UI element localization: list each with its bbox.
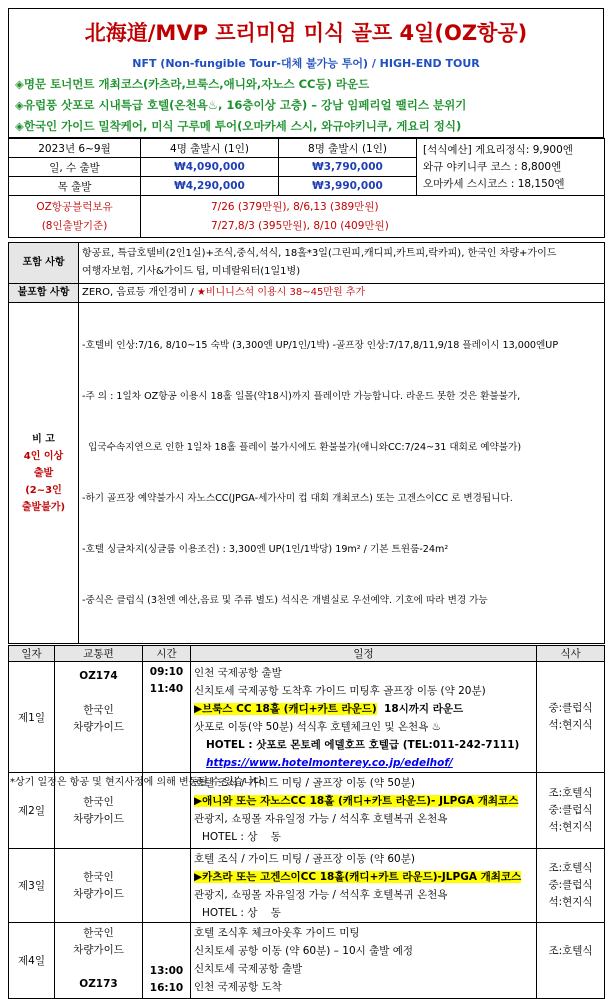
- day-times: [143, 849, 191, 923]
- notes-text: [79, 303, 605, 644]
- hotel-link[interactable]: https://www.hotelmonterey.co.jp/edelhof/: [206, 757, 453, 769]
- meal: 중:클럽식: [548, 702, 593, 714]
- schedule-line: [194, 868, 533, 886]
- hotel-link-row: [194, 754, 533, 772]
- hdr-schedule: 일정: [191, 646, 537, 662]
- meal: 석:현지식: [548, 821, 593, 833]
- schedule-line: 관광지, 쇼핑몰 자유일정 가능 / 석식후 호텔복귀 온천욕: [194, 813, 448, 825]
- meal-2: 와규 야키니쿠 코스 : 8,800엔: [423, 160, 562, 173]
- guide-line-1: 한국인: [83, 795, 114, 808]
- schedule-line: 호텔 조식 / 가이드 미팅 / 골프장 이동 (약 60분): [194, 853, 415, 865]
- note-line: -하기 골프장 예약불가시 자노스CC(JPGA-세가사미 컵 대회 개최코스) 또는 고겐스이CC 로 변경됩니다.: [82, 493, 513, 504]
- price-4pax: ₩4,090,000: [141, 158, 279, 177]
- notes-red-2: 출발: [33, 467, 54, 479]
- meal: 석:현지식: [548, 719, 593, 731]
- schedule-line: 관광지, 쇼핑몰 자유일정 가능 / 석식후 호텔복귀 온천욕: [194, 889, 448, 901]
- note-line: 입국수속지연으로 인한 1일차 18홀 플레이 불가시에도 환불불가(애니와CC:7/24~31 대회로 예약불가): [82, 442, 522, 453]
- meal: 조:호텔식: [548, 787, 593, 799]
- oz-block-label: [9, 196, 141, 238]
- meal: 조:호텔식: [548, 945, 593, 957]
- day-label: 제1일: [9, 662, 55, 773]
- page-title: 北海道/MVP 프리미엄 미식 골프 4일(OZ항공): [84, 21, 528, 45]
- hotel-info: HOTEL : 상 동: [202, 907, 281, 919]
- schedule-line: [194, 700, 533, 718]
- time: 11:40: [149, 683, 184, 695]
- time: 09:10: [149, 666, 184, 678]
- subtitle: NFT (Non-fungible Tour-대체 불가능 투어) / HIGH-END TOUR: [132, 57, 480, 70]
- guide-line-2: 차량가이드: [73, 944, 124, 956]
- note-line: -호텔 싱글차지(싱글룸 이용조건) : 3,300엔 UP(1인/1박당) 19m² / 기본 트윈룸-24m²: [82, 544, 449, 555]
- note-line: -호텔비 인상:7/16, 8/10~15 숙박 (3,300엔 UP/1인/1박) -골프장 인상:7/17,8/11,9/18 플레이시 13,000엔UP: [82, 340, 559, 351]
- hdr-day: 일자: [9, 646, 55, 662]
- bullet-2: ◈유럽풍 삿포로 시내특급 호텔(온천욕♨, 16층이상 고층) – 강남 임페리얼 팰리스 분위기: [15, 98, 467, 112]
- meal: 중:클럽식: [548, 879, 593, 891]
- meal-budget: [417, 139, 605, 196]
- day-times: [143, 923, 191, 999]
- oz-label-2: (8인출발기준): [41, 219, 108, 232]
- notes-label-cell: [9, 303, 79, 644]
- meal-3: 오마카세 스시코스 : 18,150엔: [423, 177, 565, 190]
- oz-dates-2: 7/27,8/3 (395만원), 8/10 (409만원): [211, 219, 389, 232]
- info-table: [8, 242, 605, 644]
- exclude-main: ZERO, 음료등 개인경비 /: [82, 287, 197, 298]
- golf-course-highlight: ▶애니와 또는 자노스CC 18홀 (캐디+카트 라운드)- JLPGA 개최코스: [194, 795, 519, 807]
- schedule-line: 신치토세 공항 이동 (약 60분) – 10시 출발 예정: [194, 945, 414, 957]
- flight-no: OZ174: [79, 670, 118, 682]
- include-text: [79, 243, 605, 284]
- exclude-text: [79, 284, 605, 303]
- period: 2023년 6~9월: [9, 139, 141, 158]
- col-8pax: 8명 출발시 (1인): [279, 139, 417, 158]
- notes-red-4: 출발불가): [21, 501, 66, 513]
- schedule-line: 신치토세 국제공항 도착후 가이드 미팅후 골프장 이동 (약 20분): [194, 685, 486, 697]
- meal: 석:현지식: [548, 896, 593, 908]
- schedule-line: 호텔 조식 / 가이드 미팅 / 골프장 이동 (약 50분): [194, 777, 415, 789]
- guide-line-1: 한국인: [83, 704, 114, 716]
- guide-line-2: 차량가이드: [73, 812, 124, 825]
- price-table: [8, 138, 605, 238]
- oz-dates-1: 7/26 (379만원), 8/6,13 (389만원): [211, 200, 379, 213]
- spacer: [58, 685, 139, 702]
- notes-red-1: 4인 이상: [23, 450, 64, 462]
- include-line-1: 항공료, 특급호텔비(2인1실)+조식,중식,석식, 18홀*3일(그린피,캐디피,카트피,락카피), 한국인 차량+가이드: [82, 248, 557, 259]
- row-label: 목 출발: [9, 177, 141, 196]
- day-label: 제3일: [9, 849, 55, 923]
- schedule-line: 인천 국제공항 출발: [194, 667, 282, 679]
- notes-red-3: (2~3인: [25, 484, 62, 496]
- hotel-info: HOTEL : 삿포로 몬토레 에델호프 호텔급 (TEL:011-242-7111): [206, 739, 520, 751]
- day-meals: [537, 849, 605, 923]
- schedule-line: [194, 792, 533, 810]
- meal-1: [석식예산] 게요리정식: 9,900엔: [423, 143, 573, 156]
- day-transport: [55, 923, 143, 999]
- day-transport: [55, 849, 143, 923]
- exclude-label: 불포함 사항: [9, 284, 79, 303]
- note-line: -주 의 : 1일차 OZ항공 이용시 18홀 일몰(약18시)까지 플레이만 가능합니다. 라운드 못한 것은 환불불가,: [82, 391, 521, 402]
- day-transport: [55, 662, 143, 773]
- col-4pax: 4명 출발시 (1인): [141, 139, 279, 158]
- meal: 중:클럽식: [548, 804, 593, 816]
- golf-course-highlight: ▶카츠라 또는 고겐스이CC 18홀(캐디+카트 라운드)-JLPGA 개최코스: [194, 871, 522, 883]
- notes-label: 비 고: [32, 433, 55, 445]
- footnote: *상기 일정은 항공 및 현지사정에 의해 변동될 수 있습니다.: [10, 777, 266, 788]
- price-8pax: ₩3,990,000: [279, 177, 417, 196]
- schedule-line: 인천 국제공항 도착: [194, 981, 282, 993]
- time: 13:00: [149, 965, 184, 977]
- header-box: [8, 8, 604, 138]
- schedule-line: 신치토세 국제공항 출발: [194, 963, 303, 975]
- oz-label-1: OZ항공블럭보유: [36, 200, 113, 213]
- flight-no: OZ173: [79, 978, 118, 990]
- guide-line-2: 차량가이드: [73, 887, 124, 900]
- day-schedule: [191, 923, 537, 999]
- guide-line-1: 한국인: [83, 870, 114, 883]
- day-meals: [537, 923, 605, 999]
- day-label: 제4일: [9, 923, 55, 999]
- note-line: -중식은 클럽식 (3천엔 예산,음료 및 주류 별도) 석식은 개별실로 우선예약. 기호에 따라 변경 가능: [82, 595, 488, 606]
- include-label: 포함 사항: [9, 243, 79, 284]
- hdr-time: 시간: [143, 646, 191, 662]
- hdr-transport: 교통편: [55, 646, 143, 662]
- include-line-2: 여행자보험, 기사&가이드 팁, 미네랄워터(1일1병): [82, 266, 301, 277]
- spacer: [58, 959, 139, 976]
- hotel-info: HOTEL : 상 동: [202, 831, 281, 843]
- day-meals: [537, 773, 605, 849]
- day-times: [143, 662, 191, 773]
- row-label: 일, 수 출발: [9, 158, 141, 177]
- hdr-meal: 식사: [537, 646, 605, 662]
- day-schedule: [191, 849, 537, 923]
- bullet-3: ◈한국인 가이드 밀착케어, 미식 구루메 투어(오마카세 스시, 와규야키니쿠, 게요리 정식): [15, 119, 462, 133]
- price-8pax: ₩3,790,000: [279, 158, 417, 177]
- tour-document: [8, 8, 604, 999]
- day-schedule: [191, 662, 537, 773]
- guide-line-1: 한국인: [83, 927, 114, 939]
- price-4pax: ₩4,290,000: [141, 177, 279, 196]
- schedule-line: 삿포로 이동(약 50분) 석식후 호텔체크인 및 온천욕 ♨: [194, 721, 442, 733]
- itinerary-table: [8, 645, 605, 999]
- business-class-note: ★비니니스석 이용시 38~45만원 추가: [196, 287, 366, 298]
- round-until: 18시까지 라운드: [376, 703, 464, 715]
- golf-course-highlight: ▶브룩스 CC 18홀 (캐디+카트 라운드): [194, 703, 377, 715]
- guide-line-2: 차량가이드: [73, 721, 124, 733]
- oz-dates: [141, 196, 605, 238]
- day-meals: [537, 662, 605, 773]
- bullet-1: ◈명문 토너먼트 개최코스(카츠라,브룩스,애니와,자노스 CC등) 라운드: [15, 77, 370, 91]
- schedule-line: 호텔 조식후 체크아웃후 가이드 미팅: [194, 927, 360, 939]
- day-label: 제2일: [9, 773, 55, 849]
- time: 16:10: [149, 982, 184, 994]
- meal: 조:호텔식: [548, 862, 593, 874]
